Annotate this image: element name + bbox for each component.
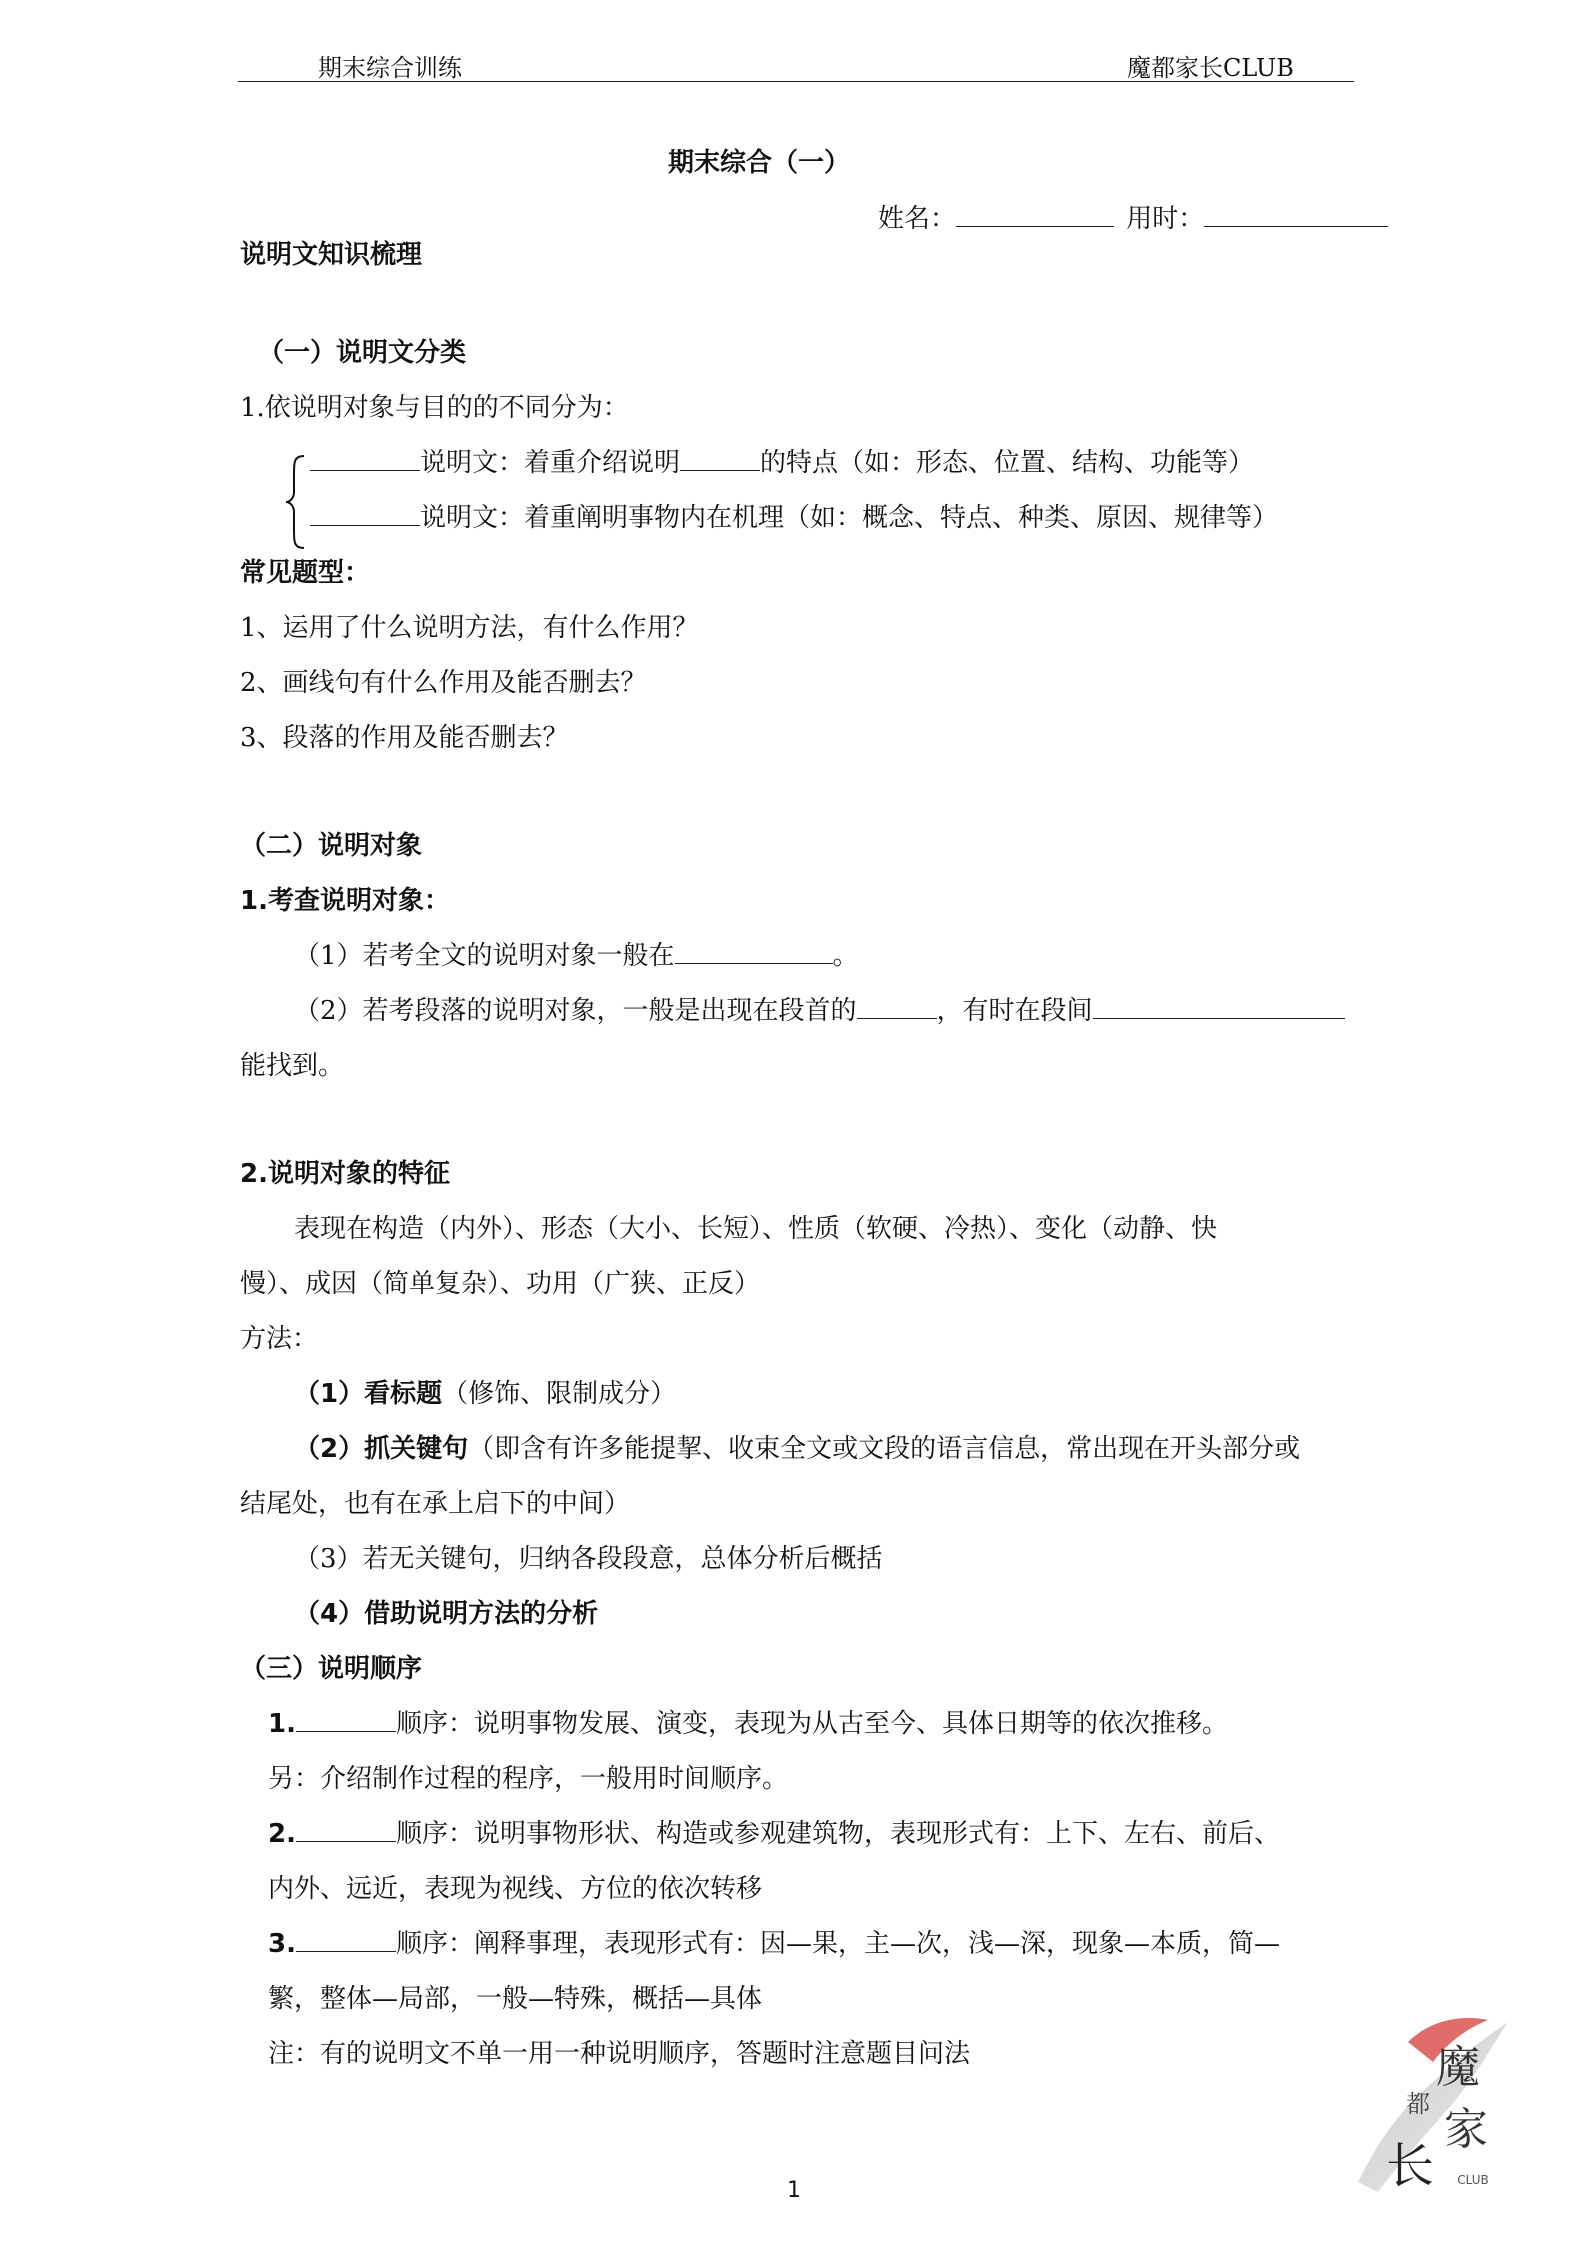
logo-club-text: CLUB xyxy=(1457,2173,1489,2187)
s3-order-2-num: 2. xyxy=(268,1819,296,1849)
s2-features-1: 表现在构造（内外）、形态（大小、长短）、性质（软硬、冷热）、变化（动静、快 xyxy=(294,1214,1218,1244)
name-label: 姓名： xyxy=(878,204,957,234)
s3-order-3-text: 顺序：阐释事理，表现形式有：因—果，主—次，浅—深，现象—本质，简— xyxy=(395,1929,1280,1959)
page-title: 期末综合（一） xyxy=(668,148,851,178)
s2-method-1 xyxy=(294,1377,676,1411)
s2-p2-blank-1[interactable] xyxy=(857,994,937,1019)
s3-order-2-text: 顺序：说明事物形状、构造或参观建筑物，表现形式有：上下、左右、前后、 xyxy=(395,1819,1280,1849)
s2-p2-blank-2[interactable] xyxy=(1093,994,1345,1019)
s3-order-2-cont: 内外、远近，表现为视线、方位的依次转移 xyxy=(268,1874,763,1904)
s3-order-1 xyxy=(268,1707,1228,1741)
s3-note: 注：有的说明文不单一用一种说明顺序，答题时注意题目问法 xyxy=(268,2039,971,2069)
s2-p1-end: 。 xyxy=(832,941,859,971)
type-a-text-1: 说明文：着重介绍说明 xyxy=(420,448,681,478)
s3-order-3-blank[interactable] xyxy=(296,1927,396,1952)
curly-brace-icon xyxy=(284,454,306,550)
s2-q1: 1.考查说明对象： xyxy=(240,886,450,916)
s2-p2-text: （2）若考段落的说明对象，一般是出现在段首的 xyxy=(294,996,857,1026)
logo-char-zhang: 长 xyxy=(1385,2138,1435,2194)
s2-p1-blank[interactable] xyxy=(675,939,833,964)
s2-p1-text: （1）若考全文的说明对象一般在 xyxy=(294,941,675,971)
s1-heading: （一）说明文分类 xyxy=(258,338,467,368)
name-blank[interactable] xyxy=(956,202,1114,227)
club-logo-watermark xyxy=(1338,2002,1518,2202)
s3-order-1-blank[interactable] xyxy=(296,1707,396,1732)
s3-order-3 xyxy=(268,1927,1280,1961)
header-right: 魔都家长CLUB xyxy=(1127,54,1294,82)
s2-heading: （二）说明对象 xyxy=(240,831,423,861)
s2-method-2-text: （即含有许多能提挈、收束全文或文段的语言信息，常出现在开头部分或 xyxy=(468,1434,1301,1464)
s1-type-b xyxy=(310,501,1278,535)
type-a-blank[interactable] xyxy=(310,446,420,471)
s3-order-1-num: 1. xyxy=(268,1709,296,1739)
logo-char-mo: 魔 xyxy=(1436,2042,1480,2093)
time-label: 用时： xyxy=(1126,204,1205,234)
type-b-blank[interactable] xyxy=(310,501,420,526)
s2-method-1-bold: （1）看标题 xyxy=(294,1379,443,1409)
name-time-line xyxy=(878,202,1388,236)
s1-type-a xyxy=(310,446,1254,480)
s1-q1: 1.依说明对象与目的的不同分为： xyxy=(240,393,629,423)
s3-order-2 xyxy=(268,1817,1280,1851)
s3-order-1-text: 顺序：说明事物发展、演变，表现为从古至今、具体日期等的依次推移。 xyxy=(395,1709,1228,1739)
section-heading: 说明文知识梳理 xyxy=(240,240,423,270)
type-a-blank-2[interactable] xyxy=(680,446,760,471)
s3-order-3-cont: 繁，整体—局部，一般—特殊，概括—具体 xyxy=(268,1984,763,2014)
logo-char-jia: 家 xyxy=(1444,2104,1488,2155)
s2-method-label: 方法： xyxy=(240,1324,319,1354)
type-a-text-2: 的特点（如：形态、位置、结构、功能等） xyxy=(760,448,1255,478)
time-blank[interactable] xyxy=(1204,202,1388,227)
s2-method-2-cont: 结尾处，也有在承上启下的中间） xyxy=(240,1489,631,1519)
s3-order-2-blank[interactable] xyxy=(296,1817,396,1842)
common-type-1: 1、运用了什么说明方法，有什么作用？ xyxy=(240,613,699,643)
common-type-2: 2、画线句有什么作用及能否删去？ xyxy=(240,668,647,698)
s3-heading: （三）说明顺序 xyxy=(240,1654,423,1684)
s2-p2-text-2: ，有时在段间 xyxy=(936,996,1093,1026)
s2-features-2: 慢）、成因（简单复杂）、功用（广狭、正反） xyxy=(240,1269,761,1299)
s2-p1 xyxy=(294,939,859,973)
s2-method-1-text: （修饰、限制成分） xyxy=(442,1379,677,1409)
s3-order-1-note: 另：介绍制作过程的程序，一般用时间顺序。 xyxy=(268,1764,789,1794)
s2-method-2 xyxy=(294,1432,1300,1466)
s2-p2-cont: 能找到。 xyxy=(240,1051,345,1081)
s2-q2: 2.说明对象的特征 xyxy=(240,1159,450,1189)
page-number: 1 xyxy=(787,2178,801,2203)
type-b-text: 说明文：着重阐明事物内在机理（如：概念、特点、种类、原因、规律等） xyxy=(420,503,1279,533)
common-type-3: 3、段落的作用及能否删去？ xyxy=(240,723,569,753)
logo-char-du: 都 xyxy=(1406,2090,1430,2118)
common-types-label: 常见题型： xyxy=(240,558,371,588)
s2-method-4: （4）借助说明方法的分析 xyxy=(294,1599,599,1629)
header-left: 期末综合训练 xyxy=(318,54,462,82)
s2-method-2-bold: （2）抓关键句 xyxy=(294,1434,469,1464)
s3-order-3-num: 3. xyxy=(268,1929,296,1959)
s2-p2 xyxy=(294,994,1345,1028)
s2-method-3: （3）若无关键句，归纳各段段意，总体分析后概括 xyxy=(294,1544,883,1574)
header-rule xyxy=(238,81,1354,82)
